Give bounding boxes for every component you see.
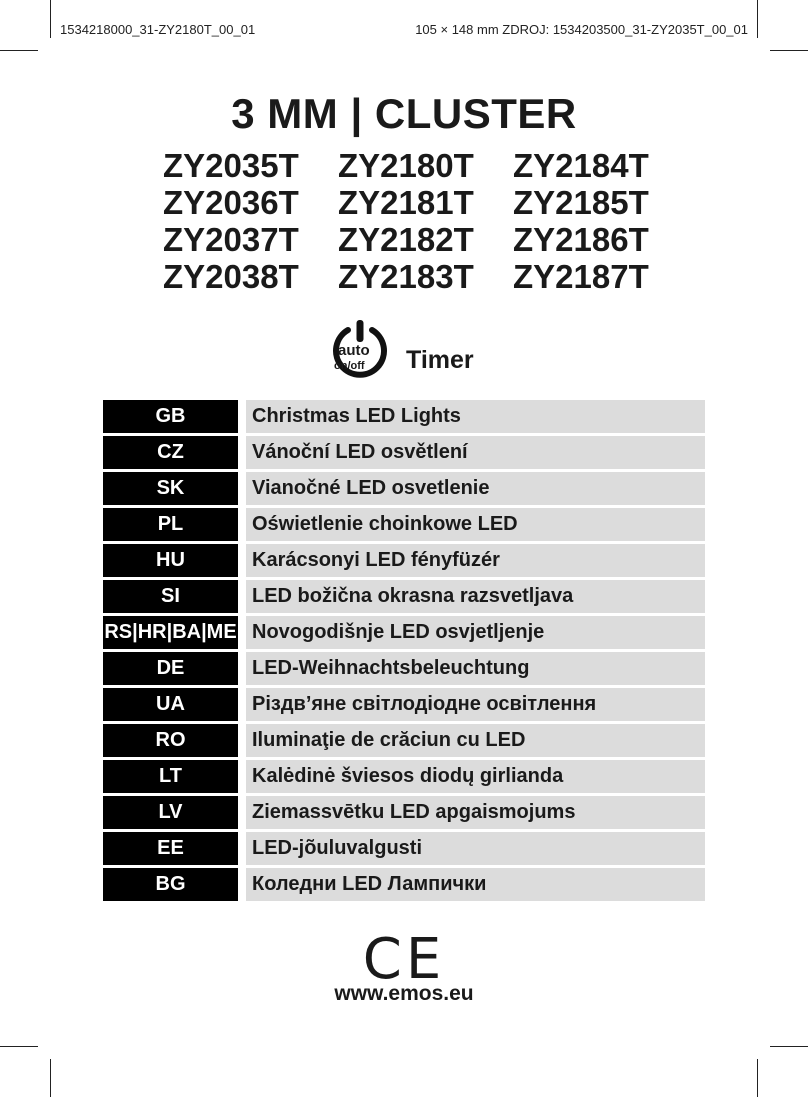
crop-mark-top-right — [757, 0, 758, 38]
product-name: Ziemassvētku LED apgaismojums — [246, 796, 705, 829]
model-code: ZY2187T — [513, 258, 649, 295]
product-name: Iluminaţie de crăciun cu LED — [246, 724, 705, 757]
language-row — [103, 544, 705, 577]
language-code: PL — [103, 508, 238, 541]
language-row — [103, 724, 705, 757]
language-row — [103, 400, 705, 433]
language-row — [103, 832, 705, 865]
crop-mark-top-right-h — [770, 50, 808, 51]
model-code: ZY2183T — [338, 258, 474, 295]
language-code: DE — [103, 652, 238, 685]
language-code: LT — [103, 760, 238, 793]
model-code: ZY2182T — [338, 221, 474, 258]
model-code: ZY2038T — [163, 258, 299, 295]
product-name: LED božična okrasna razsvetljava — [246, 580, 705, 613]
model-code: ZY2036T — [163, 184, 299, 221]
model-code: ZY2180T — [338, 147, 474, 184]
product-name: Karácsonyi LED fényfüzér — [246, 544, 705, 577]
language-table — [103, 400, 705, 904]
language-row — [103, 580, 705, 613]
header-file-id: 1534218000_31-ZY2180T_00_01 — [60, 22, 256, 37]
language-code: LV — [103, 796, 238, 829]
language-row — [103, 688, 705, 721]
language-row — [103, 652, 705, 685]
product-name: LED-jõuluvalgusti — [246, 832, 705, 865]
language-code: EE — [103, 832, 238, 865]
product-name: Різдв’яне світлодіодне освітлення — [246, 688, 705, 721]
language-code: BG — [103, 868, 238, 901]
language-row — [103, 796, 705, 829]
language-row — [103, 616, 705, 649]
language-row — [103, 760, 705, 793]
language-row — [103, 508, 705, 541]
language-code: SI — [103, 580, 238, 613]
model-code: ZY2035T — [163, 147, 299, 184]
product-name: Vianočné LED osvetlenie — [246, 472, 705, 505]
product-name: Коледни LED Лампички — [246, 868, 705, 901]
timer-badge — [330, 318, 490, 378]
page-title: 3 MM | CLUSTER — [231, 90, 577, 137]
crop-mark-bottom-right — [757, 1059, 758, 1097]
model-code: ZY2181T — [338, 184, 474, 221]
product-name: Vánoční LED osvětlení — [246, 436, 705, 469]
model-code: ZY2186T — [513, 221, 649, 258]
language-row — [103, 472, 705, 505]
language-code: CZ — [103, 436, 238, 469]
language-code: GB — [103, 400, 238, 433]
crop-mark-top-left-h — [0, 50, 38, 51]
onoff-label: on/off — [334, 360, 365, 372]
language-row — [103, 868, 705, 901]
header-size-source: 105 × 148 mm ZDROJ: 1534203500_31-ZY2035T_00_01 — [415, 22, 748, 37]
crop-mark-top-left — [50, 0, 51, 38]
product-name: Kalėdinė šviesos diodų girlianda — [246, 760, 705, 793]
product-name: LED-Weihnachtsbeleuchtung — [246, 652, 705, 685]
language-row — [103, 436, 705, 469]
language-code: UA — [103, 688, 238, 721]
ce-mark: CE — [362, 927, 446, 992]
model-code: ZY2184T — [513, 147, 649, 184]
crop-mark-bottom-right-h — [770, 1046, 808, 1047]
timer-label: Timer — [406, 346, 474, 374]
website-url: www.emos.eu — [334, 982, 474, 1005]
auto-label: auto — [338, 342, 370, 359]
product-name: Novogodišnje LED osvjetljenje — [246, 616, 705, 649]
product-name: Christmas LED Lights — [246, 400, 705, 433]
language-code: HU — [103, 544, 238, 577]
language-code: RS|HR|BA|ME — [103, 616, 238, 649]
language-code: SK — [103, 472, 238, 505]
model-code: ZY2037T — [163, 221, 299, 258]
model-code: ZY2185T — [513, 184, 649, 221]
crop-mark-bottom-left-h — [0, 1046, 38, 1047]
model-list — [163, 148, 653, 294]
product-name: Oświetlenie choinkowe LED — [246, 508, 705, 541]
crop-mark-bottom-left — [50, 1059, 51, 1097]
language-code: RO — [103, 724, 238, 757]
